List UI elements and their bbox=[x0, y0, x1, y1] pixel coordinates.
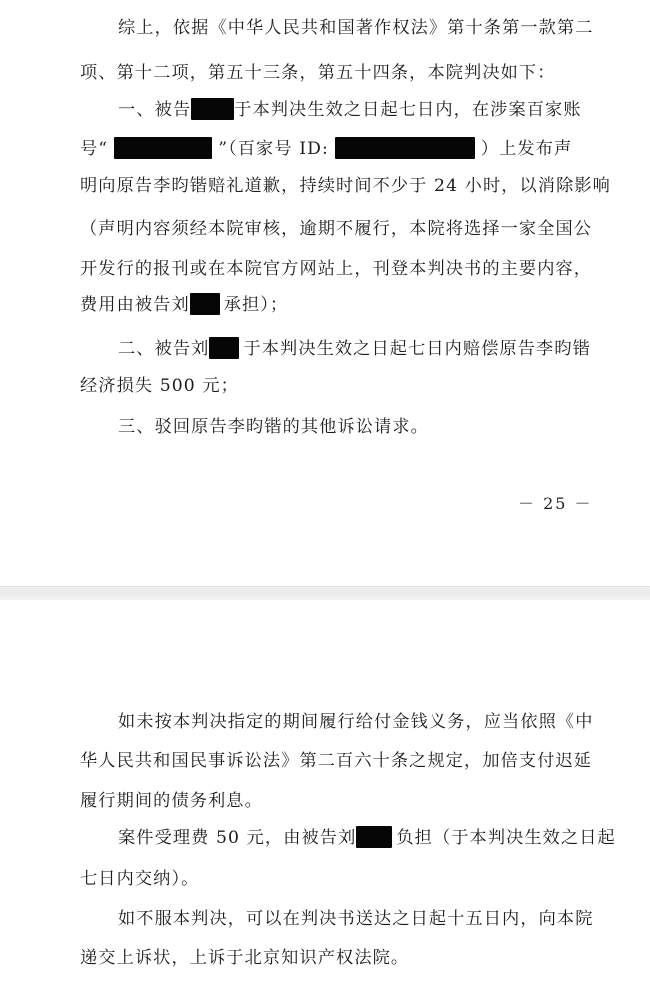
enforcement-paragraph-line: 华人民共和国民事诉讼法》第二百六十条之规定，加倍支付迟延 bbox=[80, 751, 593, 771]
judgment-item-1-line bbox=[80, 137, 572, 160]
redaction-box bbox=[356, 826, 392, 848]
page-number: － 25 － bbox=[518, 494, 593, 513]
text-segment: 于本判决生效之日起七日内赔偿原告李昀锴 bbox=[243, 339, 591, 359]
judgment-item-1-line bbox=[80, 293, 288, 316]
appeal-paragraph-line: 如不服本判决，可以在判决书送达之日起十五日内，向本院 bbox=[118, 909, 594, 929]
text-segment: 案件受理费 50 元，由被告刘 bbox=[118, 828, 357, 848]
judgment-item-1-line: 明向原告李昀锴赔礼道歉，持续时间不少于 24 小时，以消除影响 bbox=[80, 176, 611, 196]
document-page-26 bbox=[0, 600, 650, 986]
court-fee-paragraph-line bbox=[118, 826, 616, 849]
text-segment: 号“ bbox=[80, 139, 109, 159]
court-fee-paragraph-line: 七日内交纳）。 bbox=[80, 869, 200, 889]
enforcement-paragraph-line: 如未按本判决指定的期间履行给付金钱义务，应当依照《中 bbox=[118, 712, 594, 732]
enforcement-paragraph-line: 履行期间的债务利息。 bbox=[80, 791, 263, 811]
text-segment: ”（百家号 ID: bbox=[218, 139, 329, 159]
judgment-item-1-line: 开发行的报刊或在本院官方网站上，刊登本判决书的主要内容， bbox=[80, 259, 593, 279]
text-segment: 于本判决生效之日起七日内，在涉案百家账 bbox=[234, 100, 582, 120]
judgment-item-3-line: 三、驳回原告李昀锴的其他诉讼请求。 bbox=[118, 417, 429, 437]
paragraph-summary-line: 综上，依据《中华人民共和国著作权法》第十条第一款第二 bbox=[118, 18, 594, 38]
judgment-item-2-line bbox=[118, 337, 591, 360]
text-segment: 负担（于本判决生效之日起 bbox=[396, 828, 616, 848]
redaction-box bbox=[335, 137, 475, 159]
text-segment: 费用由被告刘 bbox=[80, 295, 190, 315]
redaction-box bbox=[190, 293, 220, 315]
redaction-box bbox=[114, 137, 212, 159]
text-segment: 一、被告 bbox=[118, 100, 192, 120]
text-segment: 承担）； bbox=[223, 295, 289, 315]
redaction-box bbox=[191, 98, 234, 120]
judgment-item-1-line: （声明内容须经本院审核，逾期不履行，本院将选择一家全国公 bbox=[80, 219, 593, 239]
text-segment: 二、被告刘 bbox=[118, 339, 210, 359]
redaction-box bbox=[209, 337, 239, 359]
text-segment: ）上发布声 bbox=[480, 139, 573, 159]
appeal-paragraph-line: 递交上诉状，上诉于北京知识产权法院。 bbox=[80, 948, 410, 968]
paragraph-summary-line: 项、第十二项，第五十三条，第五十四条，本院判决如下： bbox=[80, 63, 556, 83]
judgment-item-2-line: 经济损失 500 元； bbox=[80, 376, 239, 396]
judgment-item-1-line bbox=[118, 98, 582, 121]
